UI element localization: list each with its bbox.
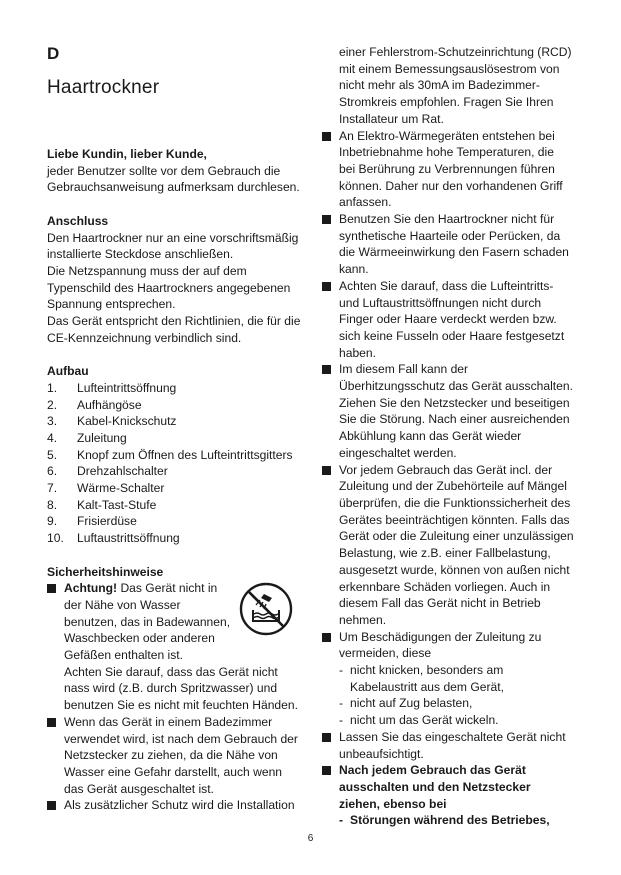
- intro-line: Gebrauchsanweisung aufmerksam durchlesen.: [47, 180, 300, 195]
- bullet-line: ausgesetzt wurde, können von außen nicht: [339, 562, 570, 577]
- parts-list-item: 2. Aufhängöse: [47, 397, 142, 412]
- bullet-line: Überhitzungsschutz das Gerät ausschalten.: [339, 379, 573, 394]
- bullet-line: Wasser eine Gefahr darstellt, auch wenn: [64, 764, 283, 779]
- bullet-line: nehmen.: [339, 612, 387, 627]
- bullet-square-icon: [322, 766, 331, 775]
- bullet-line: ausschalten und den Netzstecker: [339, 779, 531, 794]
- bullet-line: können. Daher nur den vorhandenen Griff: [339, 178, 563, 193]
- anschluss-line: Den Haartrockner nur an eine vorschriftsmäßig: [47, 230, 299, 245]
- bullet-line: nass wird (z.B. durch Spritzwasser) und: [64, 681, 278, 696]
- parts-list-item: 6. Drehzahlschalter: [47, 464, 168, 479]
- bullet-square-icon: [322, 633, 331, 642]
- bullet-square-icon: [322, 132, 331, 141]
- anschluss-line: Das Gerät entspricht den Richtlinien, die für die: [47, 314, 301, 329]
- bullet-square-icon: [47, 718, 56, 727]
- bullet-line: anfassen.: [339, 195, 392, 210]
- bullet-line: Ziehen Sie den Netzstecker und beseitigen: [339, 395, 570, 410]
- bullet-line: die Wärmeeinwirkung den Fasern schaden: [339, 245, 569, 260]
- bullet-line: haben.: [339, 345, 376, 360]
- safety-bullet-rcd: Als zusätzlicher Schutz wird die Installation: [47, 797, 309, 814]
- bullet-line: nicht mehr als 30mA im Badezimmer-: [339, 78, 540, 93]
- bullet-line: Inbetriebnahme hohe Temperaturen, die: [339, 145, 554, 160]
- bullet-line: Belastung, wie z.B. einer Fallbelastung,: [339, 546, 551, 561]
- bullet-line: Finger oder Haare verdeckt werden bzw.: [339, 312, 557, 327]
- bullet-line: Zuleitung und der Zubehörteile auf Mängel: [339, 479, 567, 494]
- bullet-line: Abkühlung kann das Gerät wieder: [339, 429, 522, 444]
- language-code: D: [47, 44, 60, 63]
- bullet-line: Gerät oder die Zuleitung einer unzulässigen: [339, 529, 574, 544]
- dash-item: - nicht auf Zug belasten,: [339, 696, 473, 711]
- bullet-line: kann.: [339, 262, 369, 277]
- dash-line: Kabelaustritt aus dem Gerät,: [350, 679, 504, 694]
- bullet-line: sich keine Fusseln oder Haare festgesetzt: [339, 328, 565, 343]
- bullet-line: eingeschaltet werden.: [339, 445, 457, 460]
- left-column: [47, 146, 309, 814]
- bullet-line: überprüfen, die die Funktionssicherheit des: [339, 495, 571, 510]
- safety-bullet-air-openings: Achten Sie darauf, dass die Lufteintritts-: [322, 278, 574, 295]
- parts-list-item: 7. Wärme-Schalter: [47, 481, 165, 496]
- bullet-line: Sie die Störung. Nach einer ausreichenden: [339, 412, 570, 427]
- bullet-square-icon: [322, 466, 331, 475]
- safety-bullet-unattended: Lassen Sie das eingeschaltete Gerät nicht: [322, 729, 574, 746]
- anschluss-line: installierte Steckdose anschließen.: [47, 247, 234, 262]
- bullet-line: Netzstecker zu ziehen, da die Nähe von: [64, 748, 278, 763]
- parts-list-item: 4. Zuleitung: [47, 430, 127, 445]
- anschluss-line: Die Netzspannung muss der auf dem: [47, 263, 247, 278]
- section-heading-sicherheit: Sicherheitshinweise: [47, 564, 164, 579]
- parts-list-item: 1. Lufteintrittsöffnung: [47, 380, 177, 395]
- bullet-line: unbeaufsichtigt.: [339, 746, 424, 761]
- parts-list-item: 10. Luftaustrittsöffnung: [47, 531, 180, 546]
- safety-bullet-cord: Um Beschädigungen der Zuleitung zu: [322, 629, 574, 646]
- bullet-line: der Nähe von Wasser: [64, 597, 181, 612]
- dash-item: - nicht knicken, besonders am: [339, 663, 504, 678]
- safety-bullet-achtung: Achtung! Das Gerät nicht in: [47, 580, 309, 597]
- page-title: Haartrockner: [47, 77, 160, 98]
- bullet-line: bei Berührung zu Verbrennungen führen: [339, 161, 555, 176]
- bullet-line: benutzen, das in Badewannen,: [64, 614, 231, 629]
- parts-list-item: 9. Frisierdüse: [47, 514, 137, 529]
- dash-item: - nicht um das Gerät wickeln.: [339, 713, 499, 728]
- bullet-line: und Luftaustrittsöffnungen nicht durch: [339, 295, 542, 310]
- bullet-square-icon: [322, 365, 331, 374]
- bullet-line: Stromkreis empfohlen. Fragen Sie Ihren: [339, 95, 554, 110]
- bullet-line: synthetische Haarteile oder Perücken, da: [339, 228, 561, 243]
- bullet-line: das Gerät ausgeschaltet ist.: [64, 781, 214, 796]
- safety-bullet-synthetic: Benutzen Sie den Haartrockner nicht für: [322, 211, 574, 228]
- bullet-line: mit einem Bemessungsauslösestrom von: [339, 61, 560, 76]
- bullet-line: Installateur um Rat.: [339, 111, 444, 126]
- bullet-line: benutzen Sie es nicht mit feuchten Händen.: [64, 698, 298, 713]
- bullet-line: einer Fehlerstrom-Schutzeinrichtung (RCD): [339, 45, 572, 59]
- anschluss-line: CE-Kennzeichnung verbindlich sind.: [47, 330, 242, 345]
- bullet-line: ziehen, ebenso bei: [339, 796, 447, 811]
- bullet-line: vermeiden, diese: [339, 646, 432, 661]
- bullet-square-icon: [322, 282, 331, 291]
- bullet-line: Gerätes beeinträchtigen könnten. Falls das: [339, 512, 570, 527]
- safety-bullet-heat: An Elektro-Wärmegeräten entstehen bei: [322, 128, 574, 145]
- section-heading-anschluss: Anschluss: [47, 213, 109, 228]
- bullet-square-icon: [322, 733, 331, 742]
- section-heading-aufbau: Aufbau: [47, 364, 89, 379]
- bullet-line: Achten Sie darauf, dass das Gerät nicht: [64, 664, 278, 679]
- intro-line: jeder Benutzer sollte vor dem Gebrauch die: [47, 163, 281, 178]
- bullet-square-icon: [47, 801, 56, 810]
- bullet-line: erkennbare Schäden vorliegen. Auch in: [339, 579, 551, 594]
- safety-bullet-overheat: Im diesem Fall kann der: [322, 361, 574, 378]
- safety-bullet-inspection: Vor jedem Gebrauch das Gerät incl. der: [322, 462, 574, 479]
- right-column: [322, 44, 574, 829]
- parts-list-item: 8. Kalt-Tast-Stufe: [47, 497, 157, 512]
- safety-bullet-bathroom: Wenn das Gerät in einem Badezimmer: [47, 714, 309, 731]
- bullet-line: verwendet wird, ist nach dem Gebrauch der: [64, 731, 298, 746]
- anschluss-line: Typenschild des Haartrockners angegebenen: [47, 280, 291, 295]
- anschluss-line: Spannung entsprechen.: [47, 297, 176, 312]
- bullet-line: Waschbecken oder anderen: [64, 631, 215, 646]
- bullet-line: Gefäßen enthalten ist.: [64, 648, 183, 663]
- greeting: Liebe Kundin, lieber Kunde,: [47, 147, 207, 161]
- parts-list-item: 5. Knopf zum Öffnen des Lufteintrittsgitters: [47, 447, 293, 462]
- dash-item: - Störungen während des Betriebes,: [339, 813, 550, 828]
- parts-list-item: 3. Kabel-Knickschutz: [47, 414, 177, 429]
- page-number: 6: [307, 833, 314, 844]
- bullet-square-icon: [322, 215, 331, 224]
- bullet-line: diesem Fall das Gerät nicht in Betrieb: [339, 596, 541, 611]
- safety-bullet-after-use: Nach jedem Gebrauch das Gerät: [322, 762, 574, 779]
- no-bath-water-warning-icon: [238, 581, 294, 637]
- bullet-square-icon: [47, 584, 56, 593]
